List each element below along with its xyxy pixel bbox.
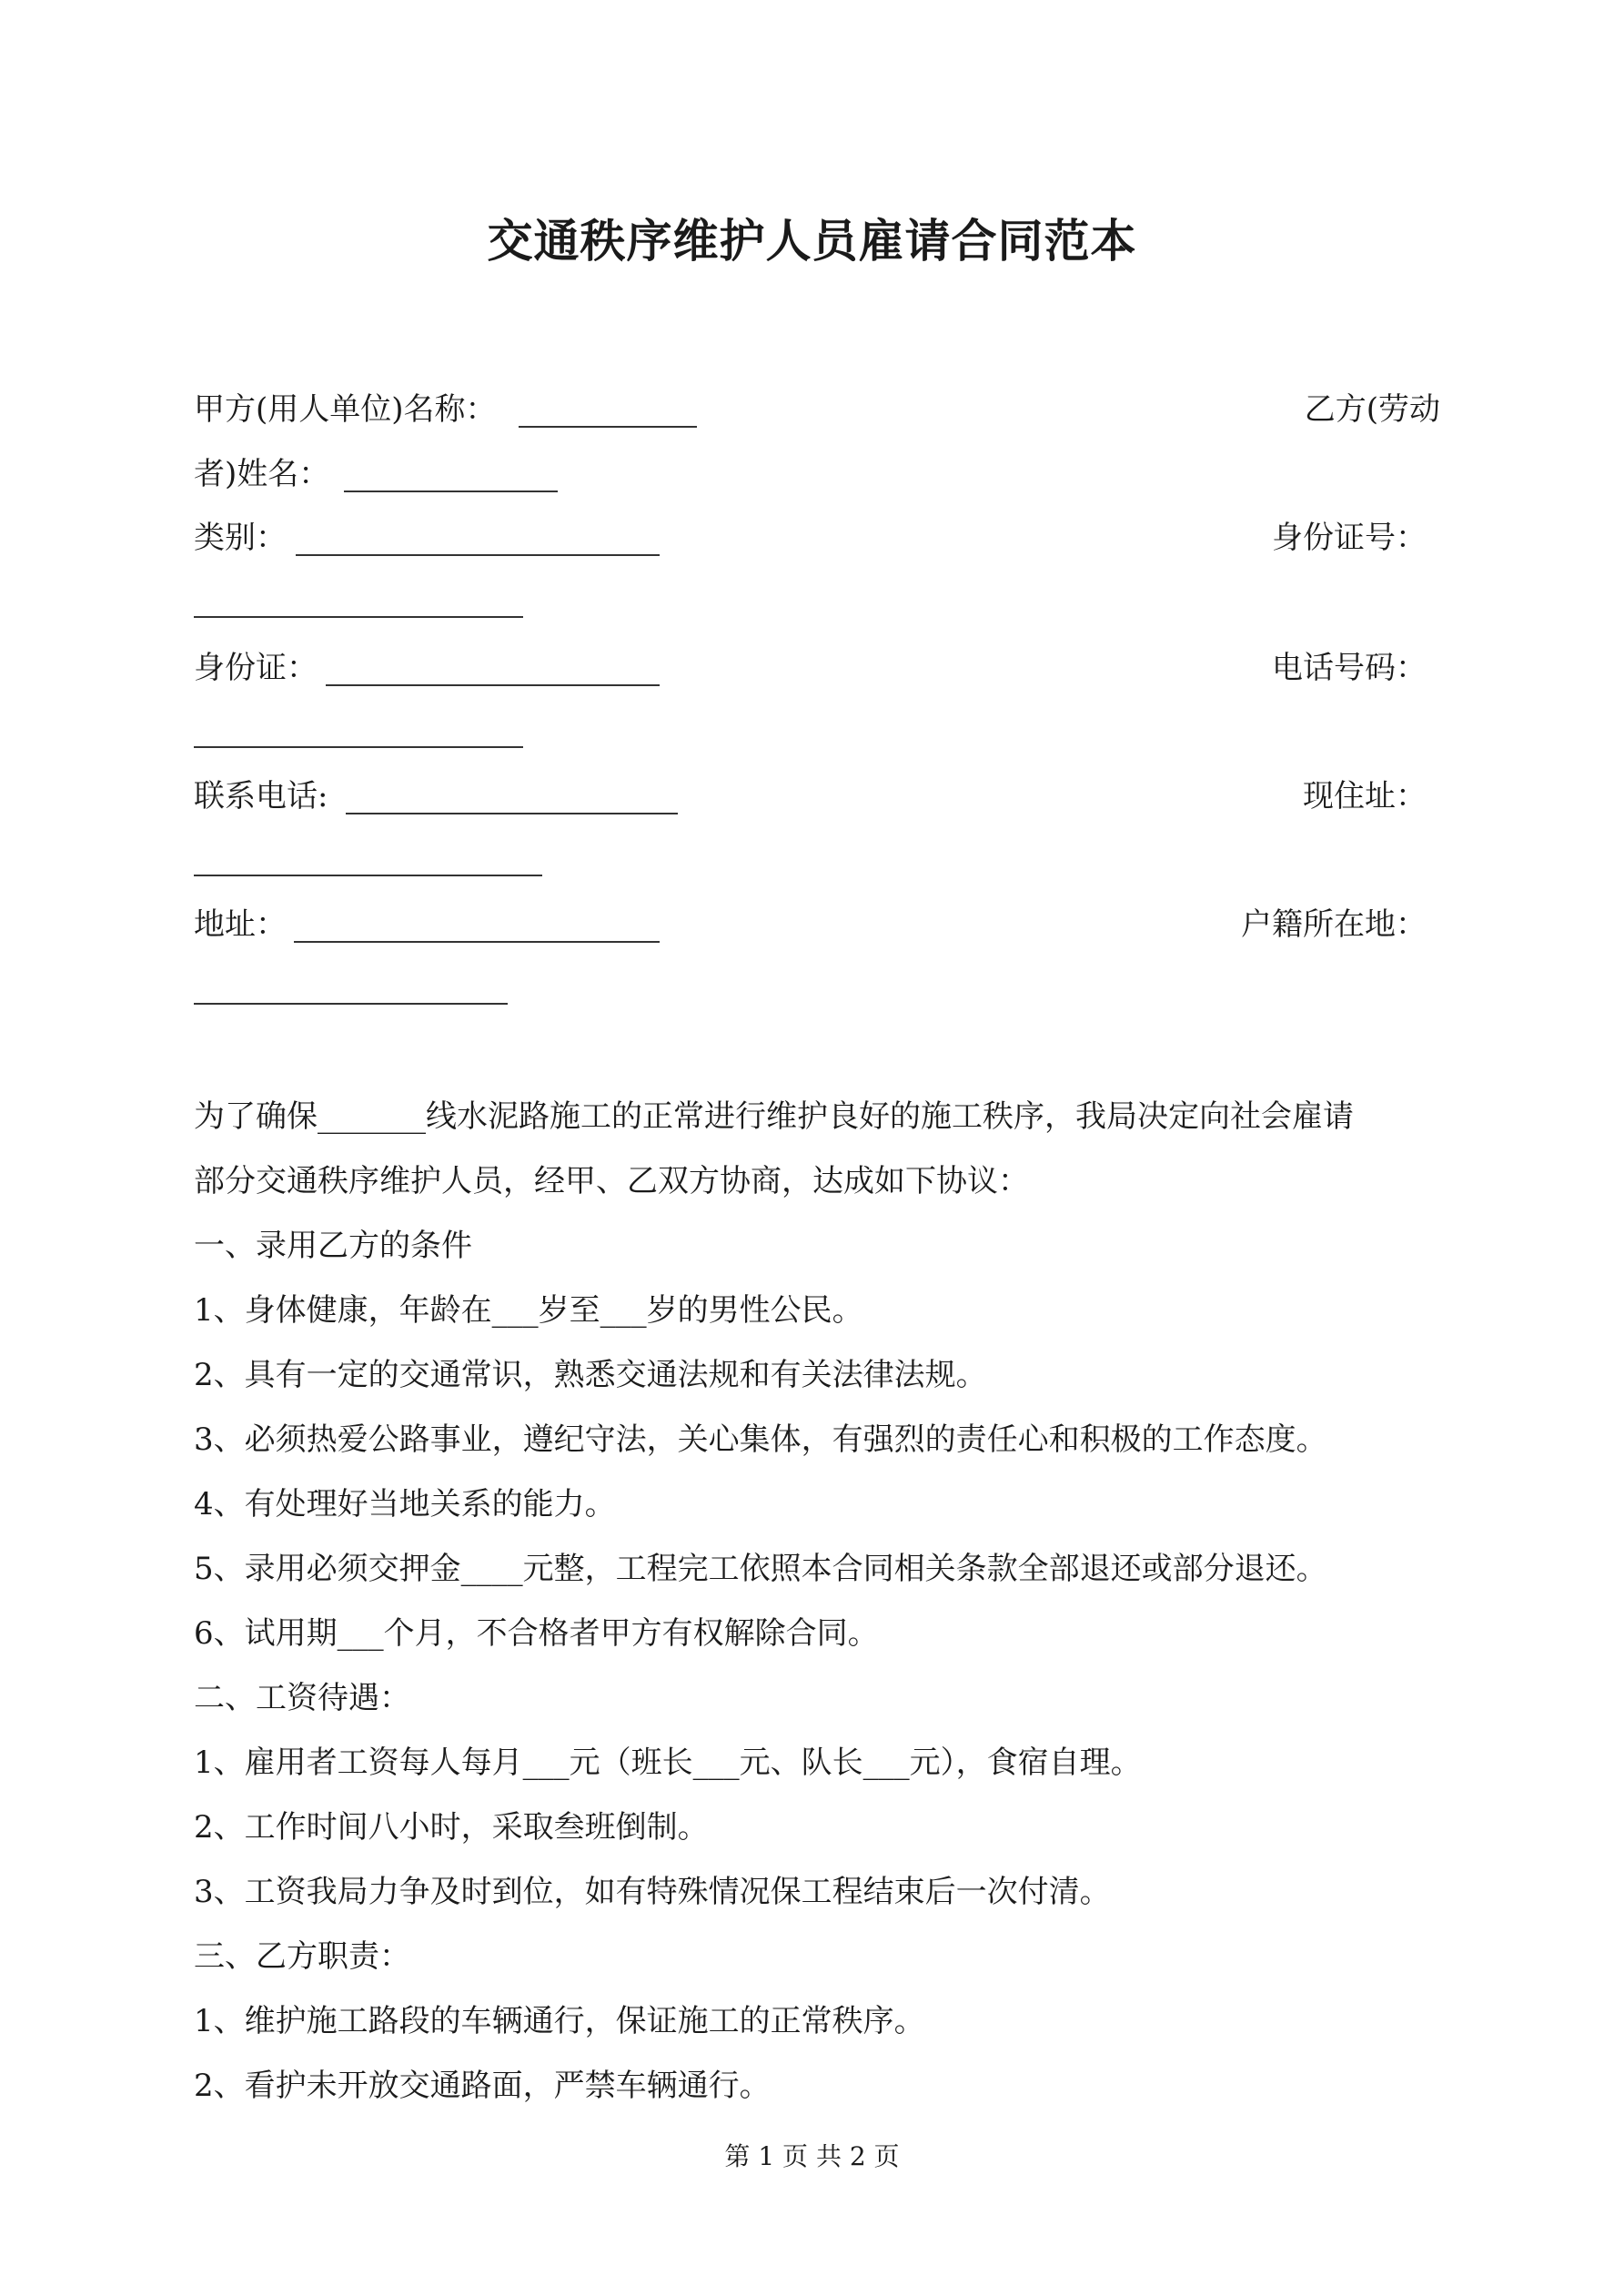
page-footer: 第 1 页 共 2 页	[724, 2141, 900, 2171]
party-b-label-part2: 者)姓名：	[194, 456, 330, 492]
section-2-item: 1、雇用者工资每人每月___元（班长___元、队长___元），食宿自理。	[194, 1745, 1142, 1781]
party-a-label: 甲方(用人单位)名称：	[194, 391, 497, 428]
section-2-item: 2、工作时间八小时，采取叁班倒制。	[194, 1809, 709, 1846]
section-2-heading: 二、工资待遇：	[194, 1680, 410, 1716]
party-b-label-part1: 乙方(劳动	[1304, 391, 1440, 428]
address-label: 地址：	[194, 906, 287, 943]
section-1-item: 1、身体健康，年龄在___岁至___岁的男性公民。	[194, 1292, 863, 1329]
intro-line-2: 部分交通秩序维护人员，经甲、乙双方协商，达成如下协议：	[194, 1163, 1029, 1199]
phone-number-label: 电话号码：	[1272, 650, 1427, 686]
address-blank	[294, 941, 660, 943]
current-address-blank	[194, 875, 542, 876]
household-label: 户籍所在地：	[1241, 906, 1427, 943]
section-1-item: 5、录用必须交押金____元整，工程完工依照本合同相关条款全部退还或部分退还。	[194, 1551, 1327, 1587]
phone-number-blank	[194, 746, 523, 748]
contact-phone-label: 联系电话:	[194, 778, 328, 814]
section-3-item: 2、看护未开放交通路面，严禁车辆通行。	[194, 2068, 771, 2104]
category-blank	[296, 554, 660, 556]
household-blank	[194, 1003, 508, 1005]
current-address-label: 现住址：	[1303, 778, 1427, 814]
section-3-heading: 三、乙方职责：	[194, 1938, 410, 1975]
section-1-item: 6、试用期___个月，不合格者甲方有权解除合同。	[194, 1615, 879, 1652]
section-1-item: 2、具有一定的交通常识，熟悉交通法规和有关法律法规。	[194, 1357, 987, 1393]
party-b-name-blank	[344, 491, 558, 492]
id-card-blank	[326, 684, 660, 686]
id-number-blank	[194, 616, 523, 618]
document-title: 交通秩序维护人员雇请合同范本	[487, 214, 1137, 268]
section-1-item: 3、必须热爱公路事业，遵纪守法，关心集体，有强烈的责任心和积极的工作态度。	[194, 1421, 1327, 1458]
contact-phone-blank	[346, 813, 678, 814]
section-2-item: 3、工资我局力争及时到位，如有特殊情况保工程结束后一次付清。	[194, 1874, 1111, 1910]
party-a-blank	[519, 426, 697, 428]
intro-line-1: 为了确保_______线水泥路施工的正常进行维护良好的施工秩序，我局决定向社会雇请	[194, 1098, 1354, 1135]
id-card-label: 身份证：	[194, 650, 318, 686]
id-number-label: 身份证号：	[1272, 520, 1427, 556]
category-label: 类别：	[194, 520, 287, 556]
section-3-item: 1、维护施工路段的车辆通行，保证施工的正常秩序。	[194, 2003, 925, 2039]
section-1-heading: 一、录用乙方的条件	[194, 1228, 472, 1264]
section-1-item: 4、有处理好当地关系的能力。	[194, 1486, 616, 1522]
